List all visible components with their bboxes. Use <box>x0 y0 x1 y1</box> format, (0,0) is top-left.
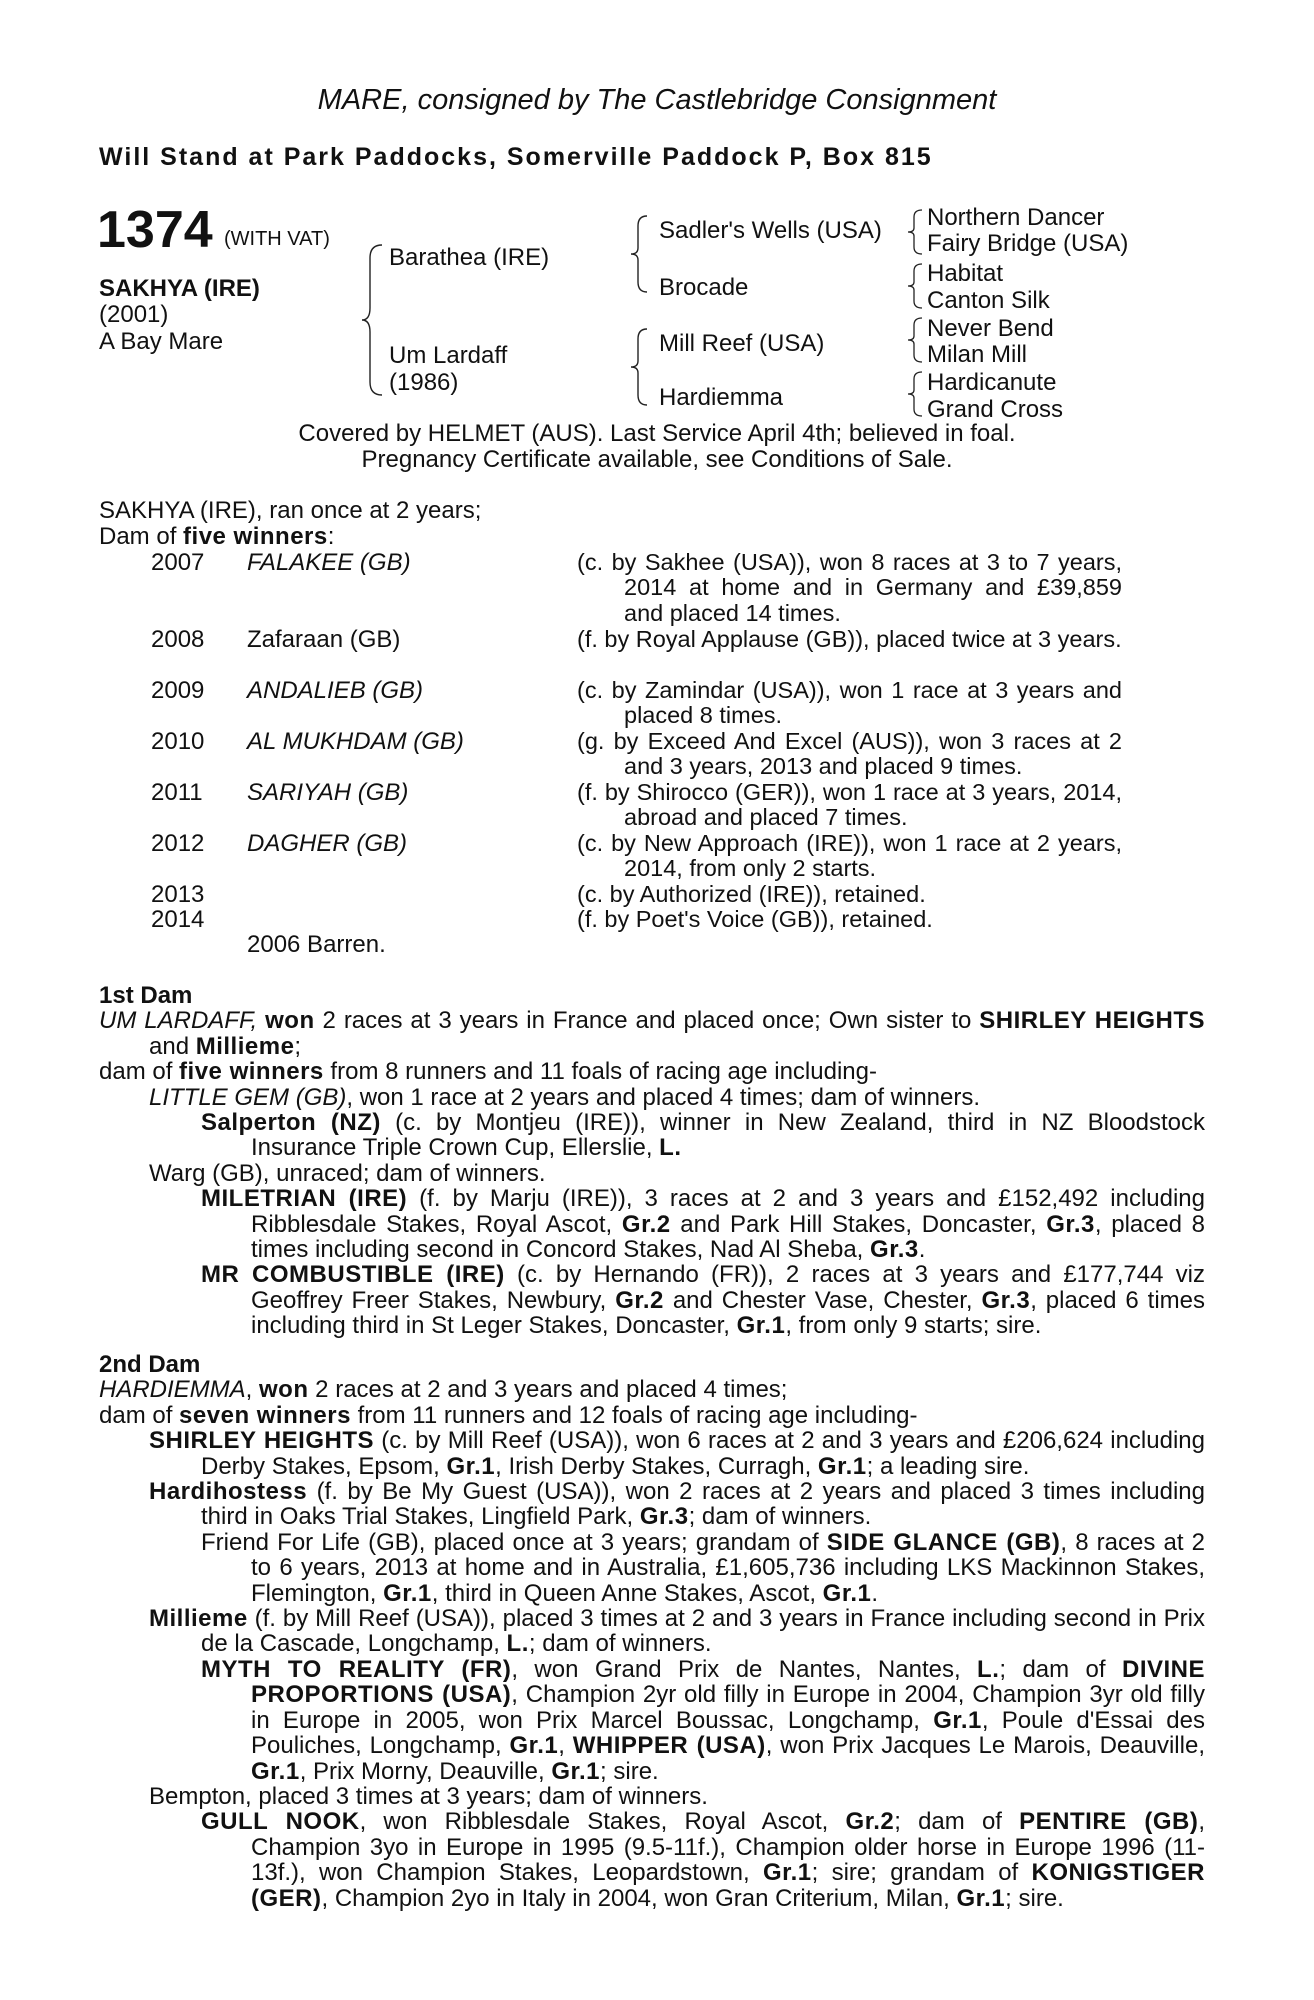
pedigree-dam-year: (1986) <box>389 369 459 396</box>
progeny-detail: (c. by New Approach (IRE)), won 1 race at 2 years, 2014, from only 2 starts. <box>577 830 1122 882</box>
pedigree-brace-ss <box>906 208 926 256</box>
pedigree-brace-sire <box>629 214 653 294</box>
pedigree-dam-dam: Hardiemma <box>659 384 784 411</box>
pedigree-sdd: Canton Silk <box>927 287 1050 314</box>
second-dam-heading: 2nd Dam <box>99 1351 201 1378</box>
progeny-detail: (c. by Authorized (IRE)), retained. <box>577 881 926 907</box>
horse-year: (2001) <box>99 301 169 328</box>
progeny-name: Zafaraan (GB) <box>247 626 401 653</box>
progeny-year: 2011 <box>151 779 203 806</box>
progeny-name: DAGHER (GB) <box>247 830 408 857</box>
progeny-name: AL MUKHDAM (GB) <box>247 728 464 755</box>
covered-line-1: Covered by HELMET (AUS). Last Service April 4th; believed in foal. <box>298 420 1016 447</box>
pedigree-dsd: Milan Mill <box>927 341 1028 368</box>
progeny-detail: (c. by Zamindar (USA)), won 1 race at 3 years and placed 8 times. <box>577 677 1122 729</box>
pedigree-dam-sire: Mill Reef (USA) <box>659 330 825 357</box>
second-dam-section: 2nd Dam HARDIEMMA, won 2 races at 2 and 3 years and placed 4 times; dam of seven winners from 11 runners and 12 foals of racing age including- SHIRLEY HEIGHTS (c. by Mill Reef (USA)), won 6 races at 2 and 3 years and £206,624 including Derby Stakes, Epsom, Gr.1, Irish Derby Stakes, Curragh, Gr.1; a leading sire. Hardihostess (f. by Be My Guest (USA)), won 2 races at 2 years and placed 3 times including third in Oaks Trial Stakes, Lingfield Park, Gr.3; dam of winners. Friend For Life (GB), placed once at 3 years; grandam of SIDE GLANCE (GB), 8 races at 2 to 6 years, 2013 at home and in Australia, £1,605,736 including LKS Mackinnon Stakes, Flemington, Gr.1, third in Queen Anne Stakes, Ascot, Gr.1. Millieme (f. by Mill Reef (USA)), placed 3 times at 2 and 3 years in France including second in Prix de la Cascade, Longchamp, L.; dam of winners. MYTH TO REALITY (FR), won Grand Prix de Nantes, Nantes, L.; dam of DIVINE PROPORTIONS (USA), Champion 2yr old filly in Europe in 2004, Champion 3yr old filly in Europe in 2005, won Prix Marcel Boussac, Longchamp, Gr.1, Poule d'Essai des Pouliches, Longchamp, Gr.1, WHIPPER (USA), won Prix Jacques Le Marois, Deauville, Gr.1, Prix Morny, Deauville, Gr.1; sire. Bempton, placed 3 times at 3 years; dam of winners. GULL NOOK, won Ribblesdale Stakes, Royal Ascot, Gr.2; dam of PENTIRE (GB), Champion 3yo in Europe in 1995 (9.5-11f.), Champion older horse in Europe 1996 (11-13f.), won Champion Stakes, Leopardstown, Gr.1; sire; grandam of KONIGSTIGER (GER), Champion 2yo in Italy in 2004, won Gran Criterium, Milan, Gr.1; sire. <box>99 1351 1206 1912</box>
pedigree-sire: Barathea (IRE) <box>389 244 550 271</box>
horse-description: A Bay Mare <box>99 328 224 355</box>
lot-number: 1374 <box>97 201 213 259</box>
consignor-heading: MARE, consigned by The Castlebridge Consignment <box>317 84 997 116</box>
progeny-year: 2007 <box>151 549 205 576</box>
progeny-year: 2013 <box>151 881 205 908</box>
first-dam-section: 1st Dam UM LARDAFF, won 2 races at 3 years in France and placed once; Own sister to SHIRLEY HEIGHTS and Millieme; dam of five winners from 8 runners and 11 foals of racing age including- LITTLE GEM (GB), won 1 race at 2 years and placed 4 times; dam of winners. Salperton (NZ) (c. by Montjeu (IRE)), winner in New Zealand, third in NZ Bloodstock Insurance Triple Crown Cup, Ellerslie, L. Warg (GB), unraced; dam of winners. MILETRIAN (IRE) (f. by Marju (IRE)), 3 races at 2 and 3 years and £152,492 including Ribblesdale Stakes, Royal Ascot, Gr.2 and Park Hill Stakes, Doncaster, Gr.3, placed 8 times including second in Concord Stakes, Nad Al Sheba, Gr.3. MR COMBUSTIBLE (IRE) (c. by Hernando (FR)), 2 races at 3 years and £177,744 viz Geoffrey Freer Stakes, Newbury, Gr.2 and Chester Vase, Chester, Gr.3, placed 6 times including third in St Leger Stakes, Doncaster, Gr.1, from only 9 starts; sire. <box>99 982 1206 1340</box>
pedigree-brace-sd <box>906 262 926 310</box>
progeny-year: 2010 <box>151 728 205 755</box>
pedigree-sire-sire: Sadler's Wells (USA) <box>659 217 882 244</box>
pedigree-brace-ds <box>906 316 926 364</box>
pedigree-sds: Habitat <box>927 260 1004 287</box>
pedigree-sss: Northern Dancer <box>927 204 1105 231</box>
pedigree-brace-main <box>360 242 390 398</box>
progeny-detail: (f. by Shirocco (GER)), won 1 race at 3 years, 2014, abroad and placed 7 times. <box>577 779 1122 831</box>
pedigree-ddd: Grand Cross <box>927 396 1064 423</box>
dam-of-line: Dam of five winners: <box>99 523 335 550</box>
progeny-year: 2009 <box>151 677 205 704</box>
progeny-name: FALAKEE (GB) <box>247 549 411 576</box>
horse-name: SAKHYA (IRE) <box>99 275 260 302</box>
pedigree-dss: Never Bend <box>927 315 1054 342</box>
stand-location: Will Stand at Park Paddocks, Somerville Paddock P, Box 815 <box>99 143 933 171</box>
progeny-year: 2014 <box>151 906 205 933</box>
pedigree-ssd: Fairy Bridge (USA) <box>927 230 1129 257</box>
first-dam-heading: 1st Dam <box>99 982 193 1009</box>
progeny-name: ANDALIEB (GB) <box>247 677 424 704</box>
progeny-detail: (f. by Poet's Voice (GB)), retained. <box>577 906 933 932</box>
progeny-name: SARIYAH (GB) <box>247 779 409 806</box>
pedigree-sire-dam: Brocade <box>659 274 749 301</box>
barren-note: 2006 Barren. <box>247 931 386 958</box>
covered-line-2: Pregnancy Certificate available, see Conditions of Sale. <box>361 446 953 473</box>
progeny-year: 2008 <box>151 626 205 653</box>
vat-note: (WITH VAT) <box>224 228 330 250</box>
pedigree-brace-dam <box>629 327 653 407</box>
dam-of-winners: five winners <box>183 523 328 550</box>
progeny-detail: (f. by Royal Applause (GB)), placed twice at 3 years. <box>577 626 1122 652</box>
pedigree-dam: Um Lardaff <box>389 342 508 369</box>
pedigree-brace-dd <box>906 370 926 418</box>
progeny-detail: (c. by Sakhee (USA)), won 8 races at 3 to 7 years, 2014 at home and in Germany and £39,859 and placed 14 times. <box>577 549 1122 626</box>
progeny-year: 2012 <box>151 830 205 857</box>
pedigree-dds: Hardicanute <box>927 369 1057 396</box>
progeny-detail: (g. by Exceed And Excel (AUS)), won 3 races at 2 and 3 years, 2013 and placed 9 times. <box>577 728 1122 780</box>
record-intro: SAKHYA (IRE), ran once at 2 years; <box>99 497 482 524</box>
